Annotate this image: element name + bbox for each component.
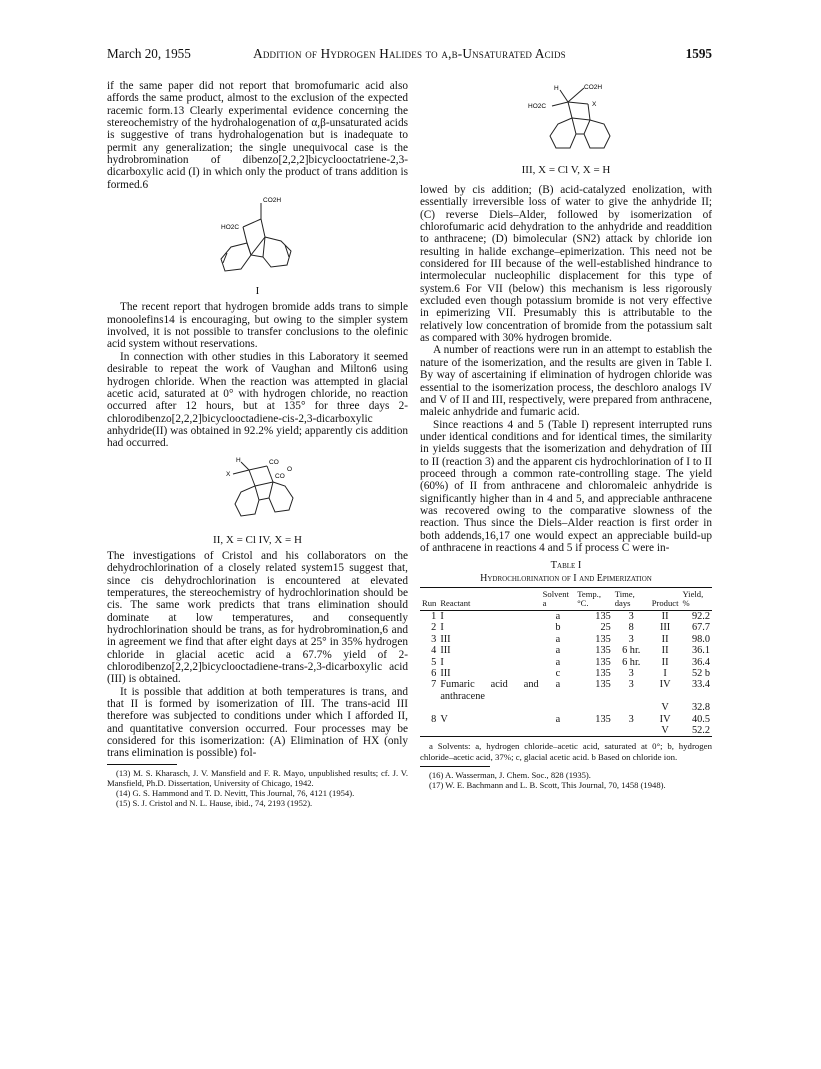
right-footnotes (420, 770, 712, 790)
table-cell: II (661, 656, 669, 668)
left-paragraph-2: The recent report that hydrogen bromide adds trans to simple monoolefins14 is encouraging, but owing to the simpler system involved, it is not possible to transfer conclusions to the olefinic acid system without reservations. (107, 301, 408, 351)
table-cell: II (661, 611, 669, 622)
table-cell: a (555, 645, 561, 657)
table-cell: 36.1 (691, 645, 710, 657)
table-cell: 8 (431, 713, 437, 725)
structure-II-label-co1: CO (268, 458, 279, 466)
right-paragraph-2: A number of reactions were run in an attempt to establish the nature of the isomerization, and the results are given in Table I. By way of ascertaining if elimination of hydrogen chloride was essential to the isomerization process, the deschloro analogs IV and V of II and III, respectively, were prepared from anthracene, maleic anhydride and fumaric acid. (420, 344, 712, 419)
table-row (420, 668, 712, 679)
footnote-17: (17) W. E. Bachmann and L. B. Scott, This Journal, 70, 1458 (1948). (429, 780, 666, 791)
left-footnote-rule (107, 764, 177, 765)
table-cell: 5 (431, 656, 437, 668)
table-row (420, 611, 712, 622)
table-cell: 1 (431, 611, 437, 622)
table-cell: V (661, 725, 669, 737)
data-table (420, 590, 712, 736)
table-subtitle: Hydrochlorination of I and Epimerization (480, 572, 652, 584)
left-footnotes (107, 768, 408, 809)
table-cell: 6 hr. (622, 656, 641, 668)
table-cell: 52 b (691, 668, 710, 680)
structure-I-caption: I (255, 285, 260, 298)
structure-III-label-ho2c: HO2C (528, 103, 547, 110)
table-cell: 25 (600, 622, 611, 634)
structure-III-caption: III, X = Cl V, X = H (521, 164, 611, 176)
table-cell: III (659, 622, 671, 634)
col-header-temp: Temp., °C. (577, 589, 601, 608)
col-header-reactant: Reactant (440, 598, 471, 608)
structure-III-label-co2h: CO2H (584, 84, 603, 91)
structure-II-label-co2: CO (274, 472, 285, 480)
table-cell: 2 (431, 622, 437, 634)
table-cell: 135 (595, 611, 611, 622)
col-header-yield: Yield, % (682, 589, 704, 608)
header-title: Addition of Hydrogen Halides to α,β-Unsaturated Acids (253, 46, 566, 61)
table-title: Table I (550, 560, 582, 572)
col-header-solvent: Solvent a (542, 589, 569, 608)
table-row (420, 657, 712, 668)
structure-III-figure (500, 80, 650, 162)
table-cell: Fumaric acid and anthracene (440, 679, 539, 702)
table-cell: II (661, 645, 669, 657)
table-cell: 135 (595, 633, 611, 645)
table-cell: I (663, 668, 667, 680)
table-header-row (420, 590, 712, 610)
table-cell: IV (659, 679, 671, 691)
table-cell: c (555, 668, 561, 680)
table-cell (420, 702, 438, 713)
col-header-time: Time, days (614, 589, 635, 608)
structure-I-label-ho2c: HO2C (220, 224, 239, 232)
table-cell: 3 (628, 668, 634, 680)
col-header-run: Run (422, 598, 437, 608)
table-cell: 3 (628, 611, 634, 622)
table-cell: I (440, 656, 444, 668)
table-top-rule (420, 587, 712, 588)
table-cell: 40.5 (691, 713, 710, 725)
right-footnote-rule (420, 766, 490, 767)
table-cell: 8 (628, 622, 634, 634)
table-cell: 6 (431, 668, 437, 680)
table-cell (575, 725, 613, 736)
table-cell: 32.8 (691, 702, 710, 714)
table-cell (613, 702, 650, 713)
table-row (420, 645, 712, 656)
table-cell: 135 (595, 713, 611, 725)
right-column (420, 184, 712, 790)
table-cell (575, 702, 613, 713)
left-paragraph-4: The investigations of Cristol and his collaborators on the dehydrochlorination of a closely related system15 suggest that, since cis dehydrochlorination is encountered at elevated temperatures, the stereochemistry of hydrochlorination should be cis. The same work predicts that trans elimination should dominate at low temperatures, and consequently hydrochlorination should be trans, as for hydrobromination,6 and in agreement we find that after eight days at 25° in 35% hydrogen chloride in glacial acetic acid a 67.7% yield of 2-chlorodibenzo[2,2,2]bicyclooctadiene-trans-2,3-dicarboxylic acid (III) is obtained. (107, 549, 408, 686)
table-row (420, 725, 712, 736)
structure-II-label-h: H (235, 456, 241, 464)
table-cell: III (440, 668, 451, 680)
table-cell: 52.2 (691, 725, 710, 737)
table-cell: 3 (628, 713, 634, 725)
table-cell: 135 (595, 645, 611, 657)
table-cell: 36.4 (691, 656, 710, 668)
table-bottom-rule (420, 736, 712, 737)
table-cell: 3 (431, 633, 437, 645)
left-paragraph-1: if the same paper did not report that bromofumaric acid also affords the same product, almost to the exclusion of the expected racemic form.13 Clearly experimental evidence concerning the stereochemistry of the hydrohalogenation of α,β-unsaturated acids is suggestive of trans hydrohalogenation but is inadequate to permit any generalization; the single unequivocal case is the hydrobromination of dibenzo[2,2,2]bicyclooctatriene-2,3-dicarboxylic acid (I) in which only the product of trans addition is formed.6 (107, 80, 408, 191)
header-date: March 20, 1955 (107, 46, 191, 61)
table-cell: I (440, 611, 444, 622)
table-cell: a (555, 713, 561, 725)
table-cell: III (440, 645, 451, 657)
structure-II-label-o: O (286, 465, 292, 473)
page-header (107, 46, 712, 64)
structure-II-figure (203, 452, 313, 532)
footnote-13: (13) M. S. Kharasch, J. V. Mansfield and F. R. Mayo, unpublished results; cf. J. V. Mansfield, Ph.D. Dissertation, University of Chicago, 1942. (107, 767, 408, 788)
table-cell: IV (659, 713, 671, 725)
left-column (107, 80, 408, 809)
table-cell: 92.2 (691, 611, 710, 622)
table-cell: III (440, 633, 451, 645)
table-row (420, 634, 712, 645)
footnote-14: (14) G. S. Hammond and T. D. Nevitt, This Journal, 76, 4121 (1954). (116, 788, 355, 799)
table-cell: 6 hr. (622, 645, 641, 657)
footnote-15: (15) S. J. Cristol and N. L. Hause, ibid., 74, 2193 (1952). (116, 798, 313, 809)
table-row (420, 679, 712, 702)
table-row (420, 714, 712, 725)
table-cell: V (440, 713, 448, 725)
table-cell (541, 725, 576, 736)
right-paragraph-3: Since reactions 4 and 5 (Table I) represent interrupted runs under identical conditions and for identical times, the similarity in yields suggests that the isomerization and dehydration of III to II (reaction 3) and the apparent cis hydrochlorination of I to II proceed through a common rate-controlling stage. The yield (60%) of II from anthracene and chloromaleic anhydride is significantly higher than in 4 and 5, and appreciable anthracene was recovered owing to the comparative slowness of the reaction. Thus since the Diels–Alder reaction is first order in both addends,16,17 one would expect an appreciable build-up of anthracene in reactions 4 and 5 if process C were in- (420, 418, 712, 554)
table-cell: V (661, 702, 669, 714)
right-paragraph-1: lowed by cis addition; (B) acid-catalyzed enolization, with essentially irreversible loss of water to give the anhydride II; (C) reverse Diels–Alder, followed by isomerization of chlorofumaric acid dehydration to the anhydride and readdition to anthracene; (D) bimolecular (SN2) attack by chloride ion resulting in halide exchange–epimerization. This need not be considered for III because of the well-established hindrance to intermolecular nucleophilic displacement for this type of system.6 For VII (below) this mechanism is less rigorously excluded even though potassium bromide is not very effective in epimerizing VII. Presumably this is attributable to the relatively low concentration of bromide from the potassium salt as compared with 30% hydrogen bromide. (420, 184, 712, 345)
header-page-number: 1595 (685, 46, 712, 61)
table-row (420, 622, 712, 633)
table-notes: a Solvents: a, hydrogen chloride–acetic acid, saturated at 0°; b, hydrogen chloride–acetic acid, 37%; c, glacial acetic acid. b Based on chloride ion. (420, 741, 712, 762)
structure-I-label-co2h: CO2H (262, 197, 281, 205)
table-cell: 4 (431, 645, 437, 657)
table-cell: 33.4 (691, 679, 710, 691)
table-cell: I (440, 622, 444, 634)
table-cell: 7 (431, 679, 437, 691)
structure-I-figure (203, 193, 313, 283)
table-cell: a (555, 633, 561, 645)
table-cell: 98.0 (691, 633, 710, 645)
table-cell: a (555, 656, 561, 668)
table-cell (438, 725, 540, 736)
table-row (420, 702, 712, 713)
table-cell: a (555, 679, 561, 691)
structure-III-label-x: X (592, 101, 597, 108)
table-cell (420, 725, 438, 736)
table-cell: b (555, 622, 561, 634)
table-cell (613, 725, 650, 736)
col-header-product: Product (651, 598, 679, 608)
table-cell: 135 (595, 656, 611, 668)
table-cell (541, 702, 576, 713)
table-cell: 3 (628, 679, 634, 691)
footnote-16: (16) A. Wasserman, J. Chem. Soc., 828 (1935). (429, 770, 591, 781)
left-paragraph-3: In connection with other studies in this Laboratory it seemed desirable to repeat the work of Vaughan and Milton6 using hydrogen chloride. When the reaction was attempted in glacial acetic acid, saturated at 0° with hydrogen chloride, no reaction occurred after 12 hours, but at 135° for three days 2-chlorodibenzo[2,2,2]bicyclooctadiene-cis-2,3-dicarboxylic anhydride(II) was obtained in 92.2% yield; apparently cis addition had occurred. (107, 350, 408, 450)
table-cell: a (555, 611, 561, 622)
table-cell: 67.7 (691, 622, 710, 634)
structure-II-caption: II, X = Cl IV, X = H (213, 533, 302, 546)
structure-II-label-x: X (225, 470, 230, 478)
table-cell: II (661, 633, 669, 645)
table-cell: 135 (595, 668, 611, 680)
table-cell: 135 (595, 679, 611, 691)
table-body (420, 611, 712, 736)
left-paragraph-5: It is possible that addition at both temperatures is trans, and that II is formed by isomerization of III. The trans-acid III therefore was subjected to conditions under which I afforded II, and quantitative conversion occurred. Four processes may be considered for this isomerization: (A) Elimination of HX (only trans elimination is possible) fol- (107, 685, 408, 760)
table-cell: 3 (628, 633, 634, 645)
structure-III-label-h: H (554, 85, 559, 92)
table-cell (438, 702, 540, 713)
